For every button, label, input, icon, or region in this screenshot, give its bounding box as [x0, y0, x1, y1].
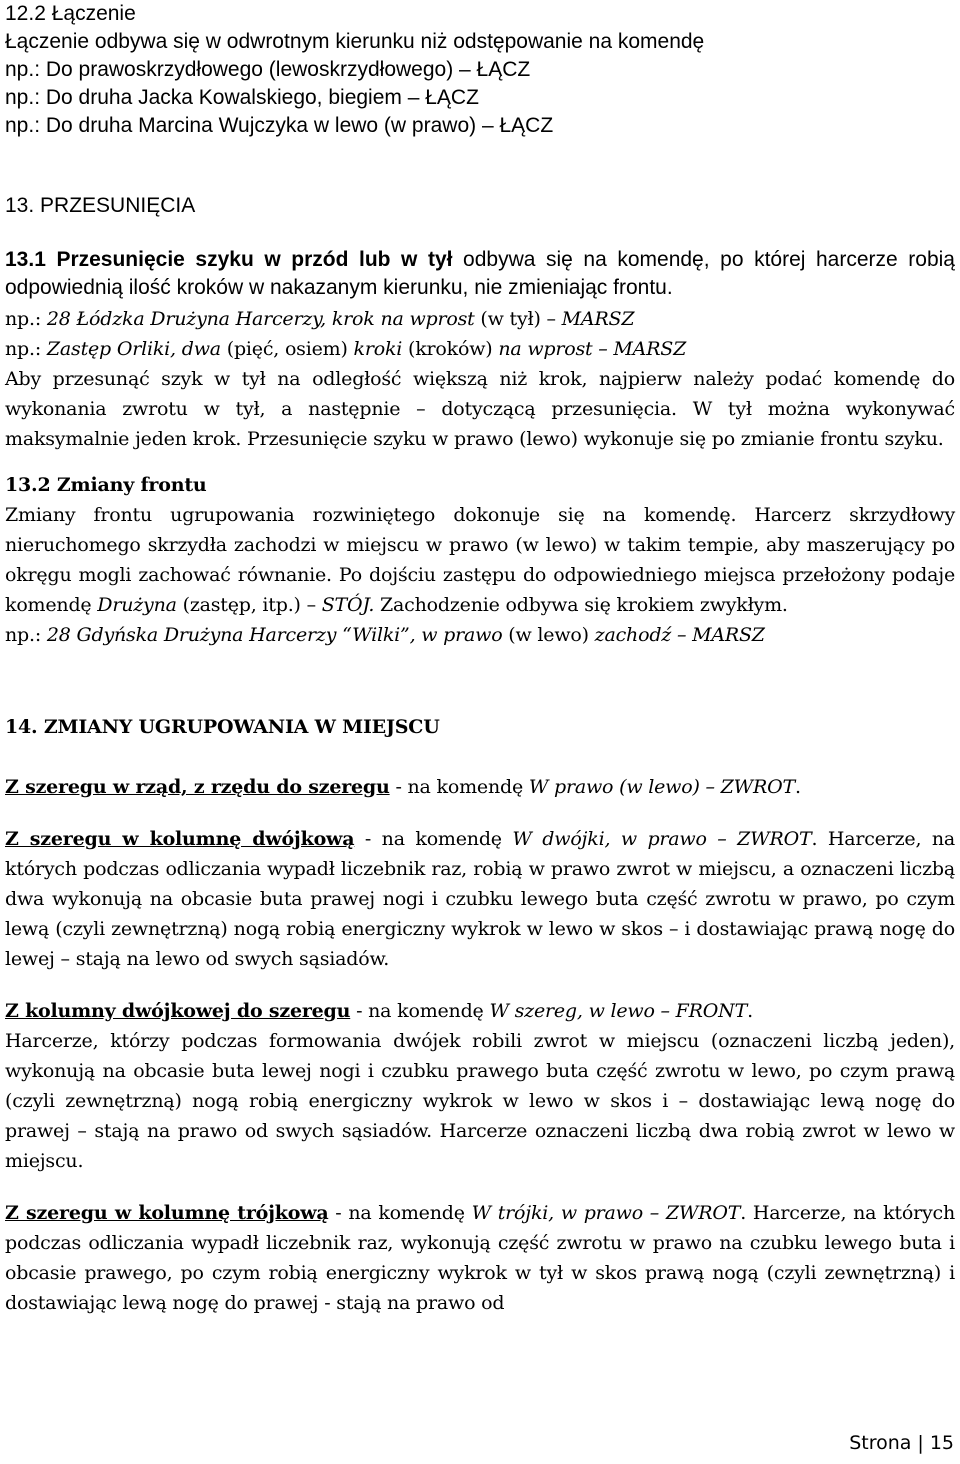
item-title: Z kolumny dwójkowej do szeregu — [5, 1000, 351, 1022]
paragraph: Aby przesunąć szyk w tył na odległość większą niż krok, najpierw należy podać komendę do wykonania zwrotu w tył, a następnie – dotyczącą przesunięcia. W tył można wykonywać maksymalnie jeden krok. Przesunięcie szyku w prawo (lewo) wykonuje się po zmianie frontu szyku. — [5, 368, 955, 450]
section-heading: 14. ZMIANY UGRUPOWANIA W MIEJSCU — [5, 716, 440, 738]
example-line: np.: 28 Łódzka Drużyna Harcerzy, krok na wprost (w tył) – MARSZ — [5, 308, 635, 330]
section-13-1-body — [5, 304, 955, 1318]
page-footer — [849, 1432, 954, 1454]
paragraph: Harcerze, którzy podczas formowania dwójek robili zwrot w miejscu (oznaczeni liczbą jeden), wykonują na obcasie buta lewej nogi i czubku prawego buta część zwrotu w lewo, po czym prawą (czyli zewnętrzną) nogą robią energiczny wykrok w lewo w skos i – dostawiając lewą nogę do prawej – stają na prawo od swych sąsiadów. Harcerze oznaczeni liczbą dwa robią zwrot w lewo w miejscu. — [5, 1030, 955, 1172]
item-title: Z szeregu w kolumnę trójkową — [5, 1202, 329, 1224]
section-12-2 — [5, 0, 955, 140]
document-page — [5, 0, 955, 1318]
subsection-title: 13.1 Przesunięcie szyku w przód lub w tył — [5, 248, 453, 271]
item-title: Z szeregu w kolumnę dwójkową — [5, 828, 355, 850]
example-line: np.: Zastęp Orliki, dwa (pięć, osiem) kroki (kroków) na wprost – MARSZ — [5, 338, 687, 360]
example-line: np.: Do druha Marcina Wujczyka w lewo (w prawo) – ŁĄCZ — [5, 114, 554, 137]
footer-label: Strona — [849, 1432, 912, 1454]
paragraph: Z szeregu w kolumnę dwójkową - na komendę W dwójki, w prawo – ZWROT. Harcerze, na których podczas odliczania wypadł liczebnik raz, robią w prawo zwrot w miejscu, a oznaczeni liczbą dwa wykonują na obcasie buta prawej nogi i czubku lewego buta część zwrotu w prawo, po czym lewą (czyli zewnętrzną) nogą robią energiczny wykrok w lewo w skos – i dostawiając prawą nogę do lewej – stają na lewo od swych sąsiadów. — [5, 828, 956, 970]
item-title: Z szeregu w rząd, z rzędu do szeregu — [5, 776, 390, 798]
page-number: 15 — [929, 1432, 954, 1454]
footer-separator: | — [917, 1432, 924, 1454]
paragraph: Z szeregu w kolumnę trójkową - na komendę W trójki, w prawo – ZWROT. Harcerze, na których podczas odliczania wypadł liczebnik raz, wykonują część zwrotu w prawo na czubku lewego buta i obcasie prawego, po czym robią energiczny wykrok w tył w skos prawą nogą (czyli zewnętrzną) i dostawiając lewą nogę do prawej - stają na prawo od — [5, 1202, 955, 1314]
subsection-title: 13.2 Zmiany frontu — [5, 474, 207, 496]
example-line: np.: 28 Gdyńska Drużyna Harcerzy “Wilki”, w prawo (w lewo) zachodź – MARSZ — [5, 624, 765, 646]
section-heading: 12.2 Łączenie — [5, 2, 136, 25]
paragraph: 13.1 Przesunięcie szyku w przód lub w tył odbywa się na komendę, po której harcerze robią odpowiednią ilość kroków w nakazanym kierunku, nie zmieniając frontu. — [5, 248, 955, 299]
paragraph: Z szeregu w rząd, z rzędu do szeregu - na komendę W prawo (w lewo) – ZWROT. — [5, 776, 801, 798]
paragraph: Zmiany frontu ugrupowania rozwiniętego dokonuje się na komendę. Harcerz skrzydłowy nieruchomego skrzydła zachodzi w miejscu w prawo (w lewo) w takim tempie, aby maszerujący po okręgu mogli zachować równanie. Po dojściu zastępu do odpowiedniego miejsca przełożony podaje komendę Drużyna (zastęp, itp.) – STÓJ. Zachodzenie odbywa się krokiem zwykłym. — [5, 504, 955, 616]
section-13-1 — [5, 246, 955, 302]
section-13 — [5, 192, 955, 220]
paragraph: Z kolumny dwójkowej do szeregu - na komendę W szereg, w lewo – FRONT. — [5, 1000, 753, 1022]
example-line: np.: Do druha Jacka Kowalskiego, biegiem – ŁĄCZ — [5, 86, 479, 109]
example-line: np.: Do prawoskrzydłowego (lewoskrzydłowego) – ŁĄCZ — [5, 58, 531, 81]
paragraph: Łączenie odbywa się w odwrotnym kierunku niż odstępowanie na komendę — [5, 30, 705, 53]
section-heading: 13. PRZESUNIĘCIA — [5, 194, 196, 217]
